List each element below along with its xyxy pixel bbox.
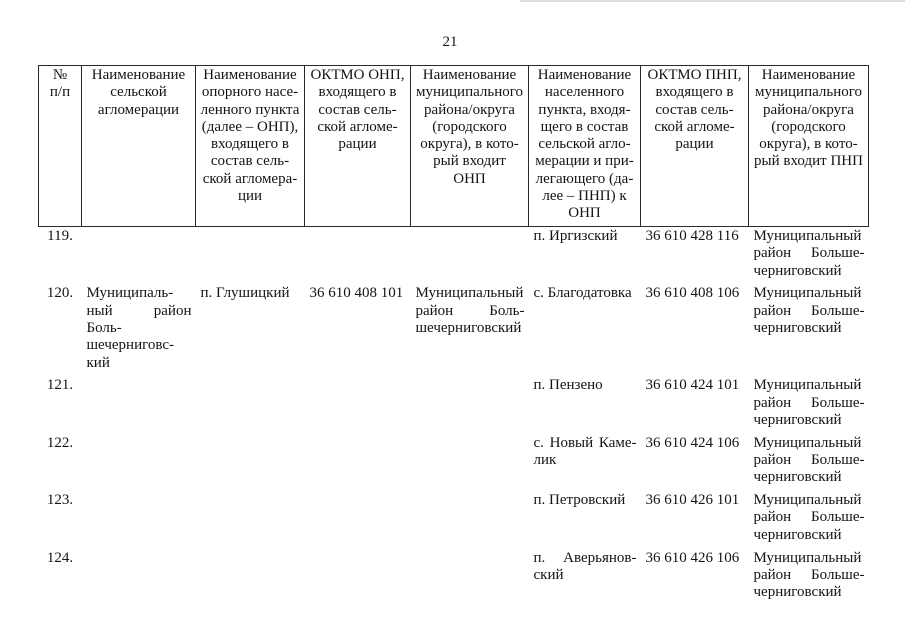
header-district-pnp bbox=[749, 66, 869, 227]
text-line: муниципального bbox=[415, 84, 524, 101]
text-line: входящего в bbox=[655, 84, 734, 101]
cell-onp bbox=[196, 227, 305, 285]
text-line: (далее – ОНП), bbox=[201, 118, 299, 135]
cell-district-onp bbox=[411, 434, 529, 491]
cell-district-pnp bbox=[749, 227, 869, 285]
text-line: район Больше- bbox=[753, 566, 865, 583]
cell-oktmo-pnp bbox=[641, 227, 749, 285]
text-line: район Больше- bbox=[753, 245, 865, 262]
text-line: ской агломера- bbox=[202, 170, 298, 187]
text-line: Наименование bbox=[761, 67, 856, 83]
text-line: Наименование bbox=[422, 67, 517, 83]
text-line: округа), в кото- bbox=[759, 136, 858, 153]
text-line: района/округа bbox=[763, 101, 854, 118]
text-line: сельской bbox=[110, 84, 167, 101]
text-line: ОНП bbox=[568, 205, 601, 222]
header-agglomeration bbox=[82, 66, 196, 227]
cell-oktmo-onp bbox=[305, 549, 411, 606]
cell-district-pnp bbox=[749, 376, 869, 433]
text-line: ции bbox=[237, 188, 263, 205]
cell-pnp bbox=[529, 227, 641, 285]
text-line: черниговский bbox=[753, 319, 842, 336]
text-line: входящего в bbox=[318, 84, 397, 101]
cell-agglomeration bbox=[82, 549, 196, 606]
text-line: район Больше- bbox=[753, 394, 865, 411]
text-line: Муниципальный bbox=[415, 285, 524, 302]
text-line: 36 610 426 101 bbox=[645, 492, 740, 509]
text-line: пункта, входя- bbox=[538, 101, 631, 118]
cell-number bbox=[39, 491, 82, 548]
text-line: 123. bbox=[46, 492, 74, 509]
table-row bbox=[39, 491, 869, 548]
text-line: Боль- bbox=[86, 319, 122, 336]
cell-district-onp bbox=[411, 227, 529, 285]
cell-oktmo-pnp bbox=[641, 284, 749, 376]
text-line: Муниципальный bbox=[753, 549, 862, 566]
cell-agglomeration bbox=[82, 284, 196, 376]
text-line: черниговский bbox=[753, 411, 842, 428]
text-line: лее – ПНП) к bbox=[542, 188, 627, 205]
text-line: 36 610 424 106 bbox=[645, 434, 740, 451]
text-line: рый входит ПНП bbox=[754, 153, 863, 170]
cell-district-onp bbox=[411, 491, 529, 548]
text-line: 122. bbox=[46, 434, 74, 451]
cell-onp bbox=[196, 376, 305, 433]
text-line: (городского bbox=[771, 118, 846, 135]
text-line: округа), в кото- bbox=[420, 136, 519, 153]
cell-onp bbox=[196, 491, 305, 548]
text-line: агломерации bbox=[97, 101, 180, 118]
cell-number bbox=[39, 284, 82, 376]
text-line: ленного пункта bbox=[200, 101, 300, 118]
cell-oktmo-onp bbox=[305, 434, 411, 491]
cell-district-pnp bbox=[749, 284, 869, 376]
text-line: п. Пензено bbox=[533, 377, 603, 394]
text-line: Наименование bbox=[91, 67, 186, 83]
cell-pnp bbox=[529, 491, 641, 548]
table-row bbox=[39, 434, 869, 491]
text-line: лик bbox=[533, 452, 557, 469]
table-header-row bbox=[39, 66, 869, 227]
text-line: ОНП bbox=[453, 170, 486, 187]
cell-agglomeration bbox=[82, 376, 196, 433]
cell-district-onp bbox=[411, 549, 529, 606]
text-line: Муниципальный bbox=[753, 228, 862, 244]
cell-oktmo-onp bbox=[305, 227, 411, 285]
text-line: ской агломе- bbox=[654, 118, 735, 135]
cell-oktmo-pnp bbox=[641, 376, 749, 433]
text-line: черниговский bbox=[753, 526, 842, 543]
text-line: ОКТМО ОНП, bbox=[310, 67, 405, 83]
text-line: шечерниговский bbox=[415, 319, 522, 336]
table-row bbox=[39, 376, 869, 433]
cell-pnp bbox=[529, 376, 641, 433]
text-line: 36 610 408 101 bbox=[309, 285, 404, 302]
text-line: состав сель- bbox=[655, 101, 734, 118]
text-line: шечерниговс- bbox=[86, 337, 175, 354]
text-line: с. Новый Каме- bbox=[533, 434, 637, 451]
header-number bbox=[39, 66, 82, 227]
header-oktmo-pnp bbox=[641, 66, 749, 227]
cell-oktmo-pnp bbox=[641, 549, 749, 606]
cell-number bbox=[39, 227, 82, 285]
text-line: 124. bbox=[46, 549, 74, 566]
text-line: муниципального bbox=[754, 84, 863, 101]
text-line: ный район bbox=[86, 302, 192, 319]
cell-district-pnp bbox=[749, 491, 869, 548]
cell-agglomeration bbox=[82, 227, 196, 285]
cell-onp bbox=[196, 549, 305, 606]
text-line: 121. bbox=[46, 377, 74, 394]
text-line: 36 610 426 106 bbox=[645, 549, 740, 566]
table-row bbox=[39, 284, 869, 376]
cell-oktmo-onp bbox=[305, 284, 411, 376]
cell-oktmo-onp bbox=[305, 376, 411, 433]
text-line: кий bbox=[86, 354, 110, 371]
text-line: п. Аверьянов- bbox=[533, 549, 637, 566]
cell-district-pnp bbox=[749, 434, 869, 491]
text-line: входящего в bbox=[211, 136, 289, 153]
text-line: п. Иргизский bbox=[533, 228, 618, 244]
text-line: район Больше- bbox=[753, 509, 865, 526]
text-line: мерации и при- bbox=[535, 153, 634, 170]
text-line: Муниципальный bbox=[753, 285, 862, 302]
text-line: щего в состав bbox=[540, 118, 629, 135]
cell-agglomeration bbox=[82, 434, 196, 491]
header-pnp bbox=[529, 66, 641, 227]
cell-oktmo-pnp bbox=[641, 491, 749, 548]
text-line: 120. bbox=[46, 285, 74, 302]
text-line: легающего (да- bbox=[535, 170, 634, 187]
cell-number bbox=[39, 376, 82, 433]
text-line: район Больше- bbox=[753, 302, 865, 319]
text-line: рации bbox=[675, 136, 714, 153]
text-line: черниговский bbox=[753, 469, 842, 486]
header-district-onp bbox=[411, 66, 529, 227]
text-line: 36 610 424 101 bbox=[645, 377, 740, 394]
text-line: п/п bbox=[49, 84, 71, 101]
header-oktmo-onp bbox=[305, 66, 411, 227]
cell-onp bbox=[196, 284, 305, 376]
cell-pnp bbox=[529, 434, 641, 491]
text-line: ской агломе- bbox=[317, 118, 398, 135]
text-line: ОКТМО ПНП, bbox=[647, 67, 742, 83]
cell-agglomeration bbox=[82, 491, 196, 548]
text-line: 36 610 408 106 bbox=[645, 285, 740, 302]
text-line: район Больше- bbox=[753, 452, 865, 469]
text-line: населенного bbox=[544, 84, 625, 101]
text-line: 119. bbox=[47, 228, 73, 244]
text-line: Муниципальный bbox=[753, 434, 862, 451]
text-line: № bbox=[52, 67, 68, 83]
cell-pnp bbox=[529, 284, 641, 376]
cell-pnp bbox=[529, 549, 641, 606]
table-row bbox=[39, 227, 869, 285]
header-onp bbox=[196, 66, 305, 227]
text-line: Наименование bbox=[537, 67, 632, 83]
text-line: 36 610 428 116 bbox=[645, 228, 739, 244]
page-number: 21 bbox=[442, 34, 458, 50]
text-line: состав сель- bbox=[318, 101, 397, 118]
cell-district-pnp bbox=[749, 549, 869, 606]
text-line: Муниципальный bbox=[753, 492, 862, 509]
cell-oktmo-onp bbox=[305, 491, 411, 548]
agglomeration-table bbox=[38, 65, 869, 606]
text-line: Муниципаль- bbox=[86, 285, 174, 302]
text-line: опорного насе- bbox=[201, 84, 299, 101]
text-line: Наименование bbox=[203, 67, 297, 83]
text-line: п. Глушицкий bbox=[200, 285, 290, 302]
text-line: рый входит bbox=[433, 153, 506, 170]
cell-number bbox=[39, 549, 82, 606]
cell-number bbox=[39, 434, 82, 491]
text-line: состав сель- bbox=[210, 153, 290, 170]
scan-edge-line bbox=[520, 0, 905, 2]
text-line: ский bbox=[533, 566, 564, 583]
text-line: черниговский bbox=[753, 584, 842, 601]
text-line: Муниципальный bbox=[753, 377, 862, 394]
text-line: района/округа bbox=[424, 101, 515, 118]
cell-onp bbox=[196, 434, 305, 491]
text-line: сельской агло- bbox=[538, 136, 631, 153]
text-line: с. Благодатовка bbox=[533, 285, 632, 302]
text-line: рации bbox=[338, 136, 377, 153]
text-line: (городского bbox=[432, 118, 507, 135]
cell-district-onp bbox=[411, 284, 529, 376]
cell-district-onp bbox=[411, 376, 529, 433]
text-line: черниговский bbox=[753, 262, 842, 279]
text-line: п. Петровский bbox=[533, 492, 626, 509]
table-row bbox=[39, 549, 869, 606]
cell-oktmo-pnp bbox=[641, 434, 749, 491]
text-line: район Боль- bbox=[415, 302, 525, 319]
